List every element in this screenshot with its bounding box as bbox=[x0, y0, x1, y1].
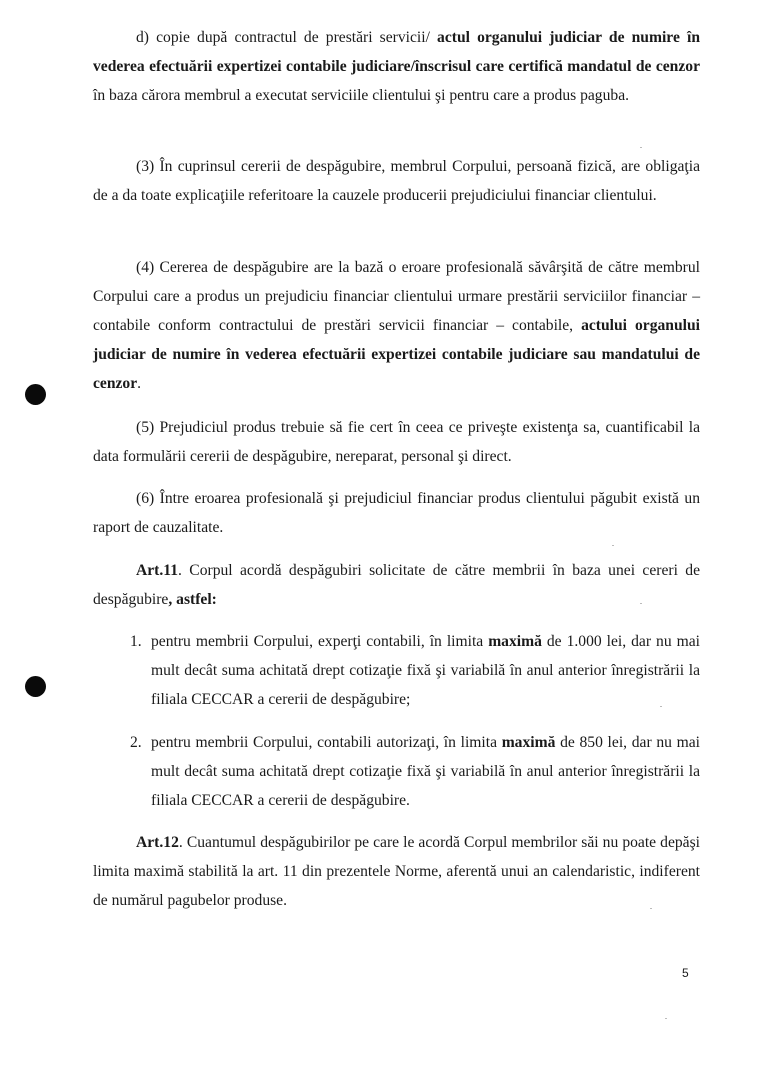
list-text: de 1.000 lei, dar nu mai mult decât suma achitată drept cotizaţie fixă şi variabilă în anul anterior înregistrării la filiala CECCAR a cererii de despăgubire; bbox=[151, 633, 700, 708]
paragraph-text: în baza cărora membrul a executat serviciile clientului şi pentru care a produs paguba. bbox=[93, 87, 630, 104]
article-11 bbox=[93, 556, 700, 614]
punch-hole bbox=[25, 384, 46, 405]
list-item bbox=[130, 627, 700, 714]
list-item bbox=[130, 728, 700, 815]
article-label: Art.12 bbox=[136, 834, 179, 851]
paragraph-d bbox=[93, 23, 700, 110]
punch-hole bbox=[25, 676, 46, 697]
paragraph-text: d) copie după contractul de prestări servicii/ bbox=[136, 29, 438, 46]
scan-speck bbox=[640, 147, 642, 148]
list-number: 1. bbox=[130, 633, 142, 650]
page-number: 5 bbox=[682, 966, 689, 980]
paragraph-text: . bbox=[137, 375, 142, 392]
list-bold-text: maximă bbox=[501, 734, 556, 751]
scan-speck bbox=[612, 545, 614, 546]
paragraph-3: (3) În cuprinsul cererii de despăgubire, membrul Corpului, persoană fizică, are obligaţia de a da toate explicaţiile referitoare la cauzele producerii prejudiciului financiar clientului. bbox=[93, 158, 700, 204]
article-text: . Cuantumul despăgubirilor pe care le acordă Corpul membrilor săi nu poate depăşi limita maximă stabilită la art. 11 din prezentele Norme, aferentă unui an calendaristic, indiferent de numărul pagubelor produse. bbox=[93, 834, 700, 909]
paragraph-6: (6) Între eroarea profesională şi prejudiciul financiar produs clientului păgubit există un raport de cauzalitate. bbox=[93, 490, 700, 536]
paragraph-bold-text: actul organului judiciar de numire în vederea efectuării expertizei contabile judiciare/înscrisul care certifică mandatul de cenzor bbox=[93, 29, 700, 75]
list-bold-text: maximă bbox=[488, 633, 542, 650]
article-12 bbox=[93, 828, 700, 915]
paragraph-text: (4) Cererea de despăgubire are la bază o eroare profesională săvârşită de către membrul Corpului care a produs un prejudiciu financiar clientului urmare prestării serviciilor financiar – contabile conform contractului de prestări servicii financiar – contabile, bbox=[93, 259, 700, 334]
scan-speck bbox=[660, 706, 662, 707]
scan-speck bbox=[665, 1018, 667, 1019]
article-label: Art.11 bbox=[136, 562, 179, 579]
paragraph-4 bbox=[93, 253, 700, 398]
paragraph-5: (5) Prejudiciul produs trebuie să fie cert în ceea ce priveşte existenţa sa, cuantificabil la data formulării cererii de despăgubire, nereparat, personal şi direct. bbox=[93, 419, 700, 465]
list-text: pentru membrii Corpului, contabili autorizaţi, în limita bbox=[151, 734, 502, 751]
scan-speck bbox=[640, 603, 642, 604]
list-text: de 850 lei, dar nu mai mult decât suma achitată drept cotizaţie fixă şi variabilă în anul anterior înregistrării la filiala CECCAR a cererii de despăgubire. bbox=[151, 734, 700, 809]
article-bold-text: , astfel: bbox=[168, 591, 217, 608]
paragraph-bold-text: actului organului judiciar de numire în vederea efectuării expertizei contabile judiciare sau mandatului de cenzor bbox=[93, 317, 700, 392]
list-number: 2. bbox=[130, 734, 142, 751]
list-text: pentru membrii Corpului, experţi contabili, în limita bbox=[151, 633, 489, 650]
article-text: . Corpul acordă despăgubiri solicitate de către membrii în baza unei cereri de despăgubire bbox=[93, 562, 700, 608]
scan-speck bbox=[650, 908, 652, 909]
